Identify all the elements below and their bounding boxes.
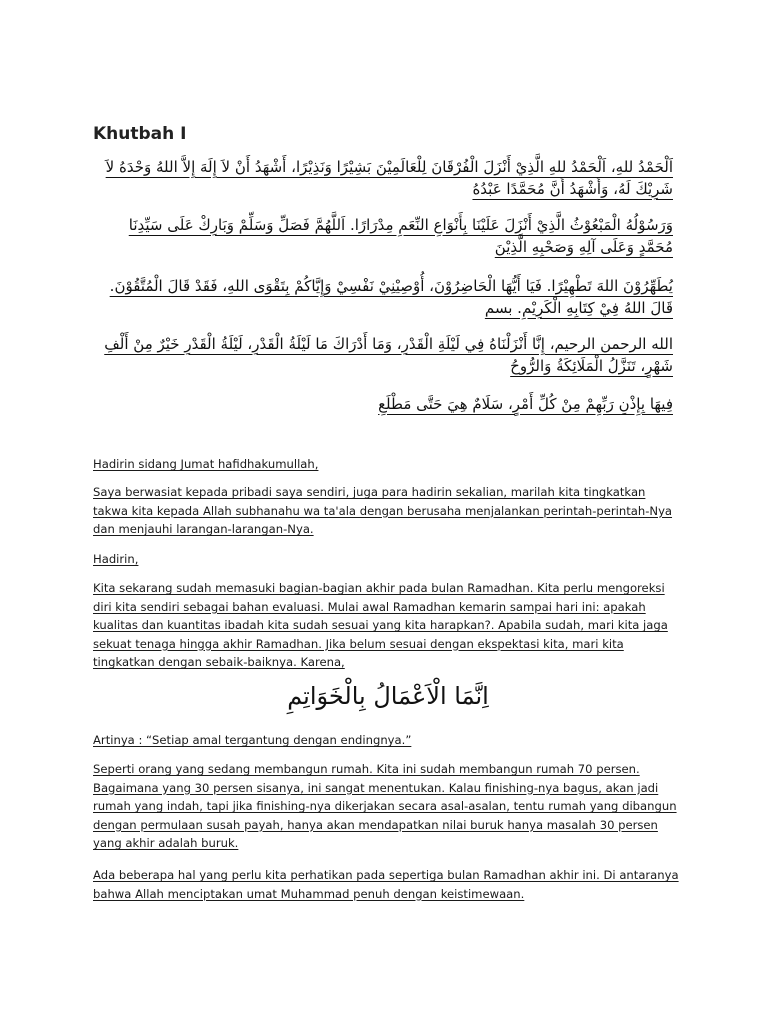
arabic-paragraph	[93, 393, 673, 415]
arabic-line: يُطَهِّرُوْنَ اللهَ تَطْهِيْرًا. فَيَا أَيُّهَا الْحَاضِرُوْنَ، أُوْصِيْنِيْ نَفْسِيْ وَإِيَّاكُمْ بِتَقْوَى اللهِ، فَقَدْ قَالَ الْمُتَّقُوْنَ. قَالَ اللهُ فِيْ كِتَابِهِ الْكَرِيْمِ. بسم	[109, 277, 673, 317]
arabic-paragraph	[93, 333, 673, 377]
house-analogy-paragraph	[93, 760, 683, 853]
arabic-line: وَرَسُوْلُهُ الْمَبْعُوْثُ الَّذِيْ أَنْزَلَ عَلَيْنَا بِأَنْوَاعِ النِّعَمِ مِدْرَارًا. اَللَّهُمَّ فَصَلِّ وَسَلِّمْ وَبَارِكْ عَلَى سَيِّدِنَا مُحَمَّدٍ وَعَلَى آلِهِ وَصَحْبِهِ الَّذِيْنَ	[128, 216, 673, 256]
document-heading: Khutbah I	[93, 124, 187, 144]
paragraph-text: Ada beberapa hal yang perlu kita perhatikan pada sepertiga bulan Ramadhan akhir ini. Di antaranya bahwa Allah menciptakan umat Muhammad penuh dengan keistimewaan.	[93, 868, 679, 901]
greeting-paragraph	[93, 455, 683, 474]
paragraph-text: Saya berwasiat kepada pribadi saya sendiri, juga para hadirin sekalian, marilah kita tingkatkan takwa kita kepada Allah subhanahu wa ta'ala dengan berusaha menjalankan perintah-perintah-Nya dan menjauhi larangan-larangan-Nya.	[93, 485, 673, 536]
arabic-line: فِيهَا بِإِذْنِ رَبِّهِمْ مِنْ كُلِّ أَمْرٍ، سَلَامٌ هِيَ حَتَّى مَطْلَعِ	[378, 395, 673, 413]
wasiat-paragraph	[93, 483, 683, 539]
arabic-paragraph	[93, 275, 673, 319]
arabic-quote: اِنَّمَا الْاَعْمَالُ بِالْخَوَاتِمِ	[287, 682, 489, 710]
paragraph-text: Hadirin sidang Jumat hafidhakumullah,	[93, 457, 319, 471]
ramadhan-paragraph	[93, 579, 683, 672]
paragraph-text: Hadirin,	[93, 552, 139, 566]
arabic-paragraph	[93, 214, 673, 258]
address-paragraph	[93, 550, 683, 569]
arabic-line: اَلْحَمْدُ للهِ، اَلْحَمْدُ للهِ الَّذِيْ أَنْزَلَ الْفُرْقَانَ لِلْعَالَمِيْنَ بَشِيْرًا وَنَذِيْرًا، أَشْهَدُ أَنْ لاَ إِلَهَ إِلاَّ اللهُ وَحْدَهُ لاَ شَرِيْكَ لَهُ، وَأَشْهَدُ أَنَّ مُحَمَّدًا عَبْدُهُ	[105, 158, 673, 198]
paragraph-text: Kita sekarang sudah memasuki bagian-bagian akhir pada bulan Ramadhan. Kita perlu mengoreksi diri kita sendiri sebagai bahan evaluasi. Mulai awal Ramadhan kemarin sampai hari ini: apakah kualitas dan kuantitas ibadah kita sudah sesuai yang kita harapkan?. Apabila sudah, mari kita jaga sekuat tenaga hingga akhir Ramadhan. Jika belum sesuai dengan ekspektasi kita, mari kita tingkatkan dengan sebaik-baiknya. Karena,	[93, 581, 668, 669]
arabic-line: الله الرحمن الرحيم، إِنَّا أَنْزَلْنَاهُ فِي لَيْلَةِ الْقَدْرِ، وَمَا أَدْرَاكَ مَا لَيْلَةُ الْقَدْرِ، لَيْلَةُ الْقَدْرِ خَيْرٌ مِنْ أَلْفِ شَهْرٍ، تَنَزَّلُ الْمَلَائِكَةُ وَالرُّوحُ	[104, 335, 673, 375]
translation-paragraph	[93, 731, 683, 750]
paragraph-text: Artinya : “Setiap amal tergantung dengan endingnya.”	[93, 733, 412, 747]
closing-paragraph	[93, 866, 683, 903]
arabic-paragraph	[93, 156, 673, 200]
paragraph-text: Seperti orang yang sedang membangun rumah. Kita ini sudah membangun rumah 70 persen. Bagaimana yang 30 persen sisanya, ini sangat menentukan. Kalau finishing-nya bagus, akan jadi rumah yang indah, tapi jika finishing-nya dikerjakan secara asal-asalan, tentu rumah yang dibangun dengan permulaan susah payah, hanya akan mendapatkan nilai buruk hanya masalah 30 persen yang akhir adalah buruk.	[93, 762, 677, 850]
